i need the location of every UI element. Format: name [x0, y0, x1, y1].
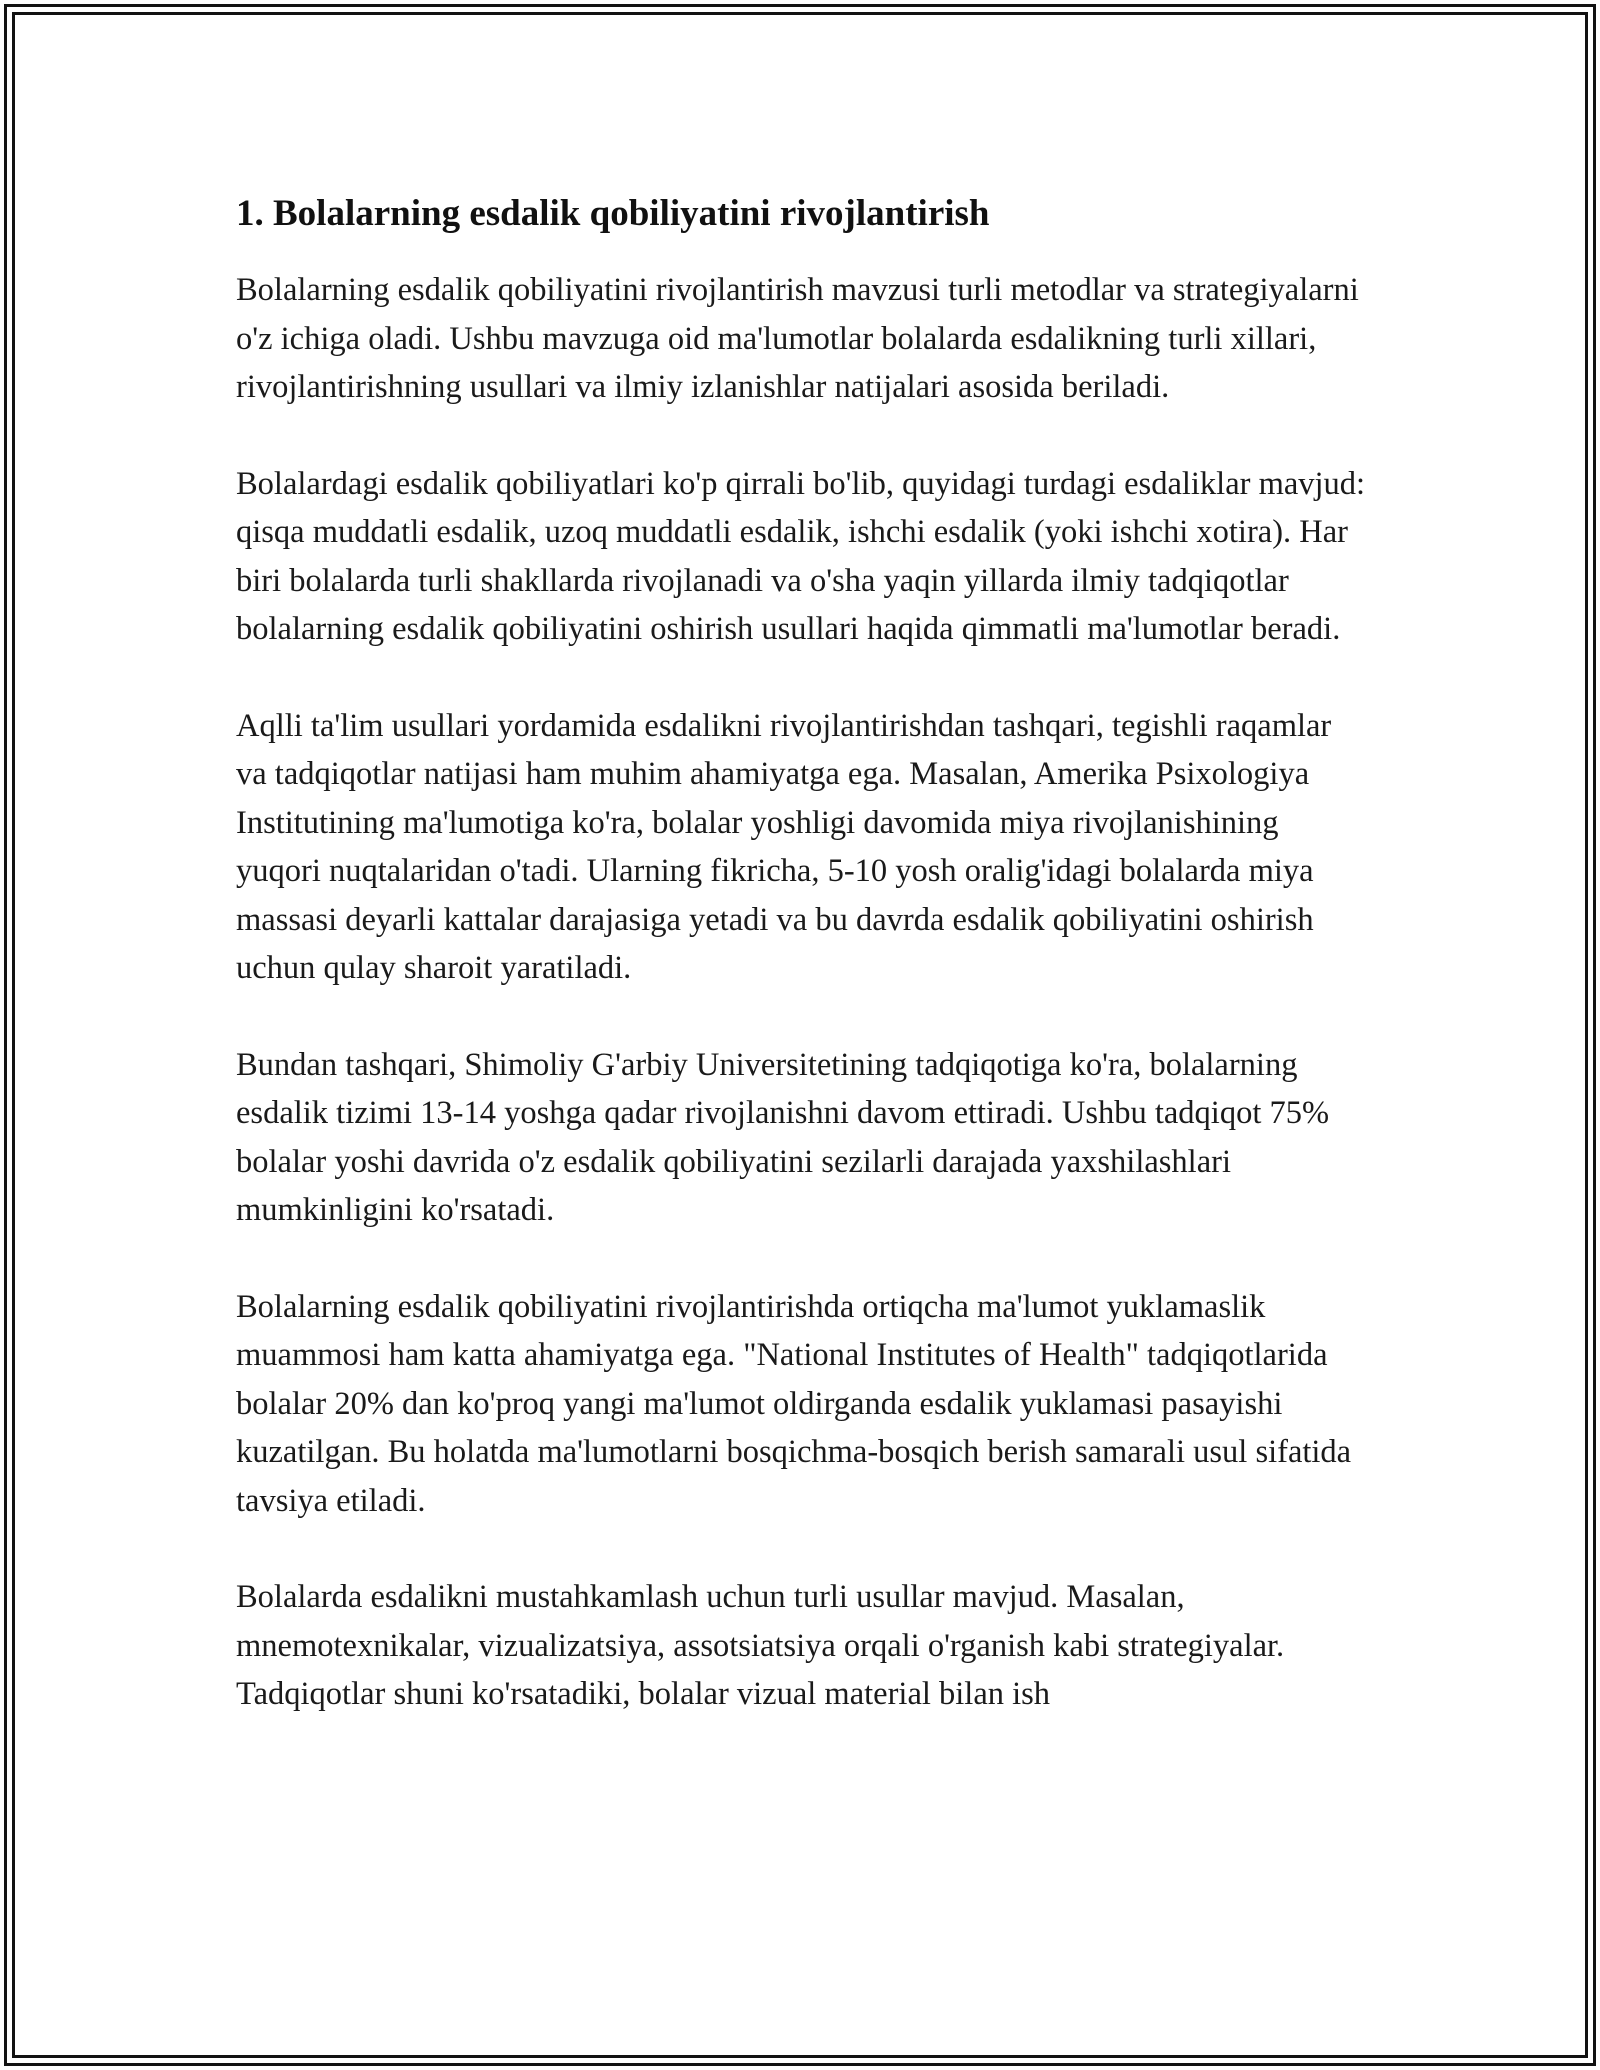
- paragraph-memory-types: Bolalardagi esdalik qobiliyatlari ko'p qirrali bo'lib, quyidagi turdagi esdaliklar mavjud: qisqa muddatli esdalik, uzoq muddatli esdalik, ishchi esdalik (yoki ishchi xotira). Har biri bolalarda turli shakllarda rivojlanadi va o'sha yaqin yillarda ilmiy tadqiqotlar bolalarning esdalik qobiliyatini oshirish usullari haqida qimmatli ma'lumotlar beradi.: [236, 465, 1366, 647]
- paragraph-strategies: Bolalarda esdalikni mustahkamlash uchun turli usullar mavjud. Masalan, mnemotexnikalar, vizualizatsiya, assotsiatsiya orqali o'rganish kabi strategiyalar. Tadqiqotlar shuni ko'rsatadiki, bolalar vizual material bilan ish: [236, 1579, 1285, 1712]
- paragraph-intro: Bolalarning esdalik qobiliyatini rivojlantirish mavzusi turli metodlar va strategiyalarni o'z ichiga oladi. Ushbu mavzuga oid ma'lumotlar bolalarda esdalikning turli xillari, rivojlantirishning usullari va ilmiy izlanishlar natijalari asosida beriladi.: [236, 272, 1359, 405]
- paragraph-research-apa: Aqlli ta'lim usullari yordamida esdalikni rivojlantirishdan tashqari, tegishli raqamlar va tadqiqotlar natijasi ham muhim ahamiyatga ega. Masalan, Amerika Psixologiya Institutining ma'lumotiga ko'ra, bolalar yoshligi davomida miya rivojlanishining yuqori nuqtalaridan o'tadi. Ularning fikricha, 5-10 yosh oralig'idagi bolalarda miya massasi deyarli kattalar darajasiga yetadi va bu davrda esdalik qobiliyatini oshirish uchun qulay sharoit yaratiladi.: [236, 707, 1332, 986]
- document-body: [236, 188, 1366, 1767]
- paragraph-information-overload: Bolalarning esdalik qobiliyatini rivojlantirishda ortiqcha ma'lumot yuklamaslik muammosi ham katta ahamiyatga ega. "National Institutes of Health" tadqiqotlarida bolalar 20% dan ko'proq yangi ma'lumot oldirganda esdalik yuklamasi pasayishi kuzatilgan. Bu holatda ma'lumotlarni bosqichma-bosqich berish samarali usul sifatida tavsiya etiladi.: [236, 1288, 1352, 1519]
- paragraph-research-northwestern: Bundan tashqari, Shimoliy G'arbiy Universitetining tadqiqotiga ko'ra, bolalarning esdalik tizimi 13-14 yoshga qadar rivojlanishni davom ettiradi. Ushbu tadqiqot 75% bolalar yoshi davrida o'z esdalik qobiliyatini sezilarli darajada yaxshilashlari mumkinligini ko'rsatadi.: [236, 1046, 1330, 1228]
- section-heading: 1. Bolalarning esdalik qobiliyatini rivojlantirish: [236, 193, 990, 234]
